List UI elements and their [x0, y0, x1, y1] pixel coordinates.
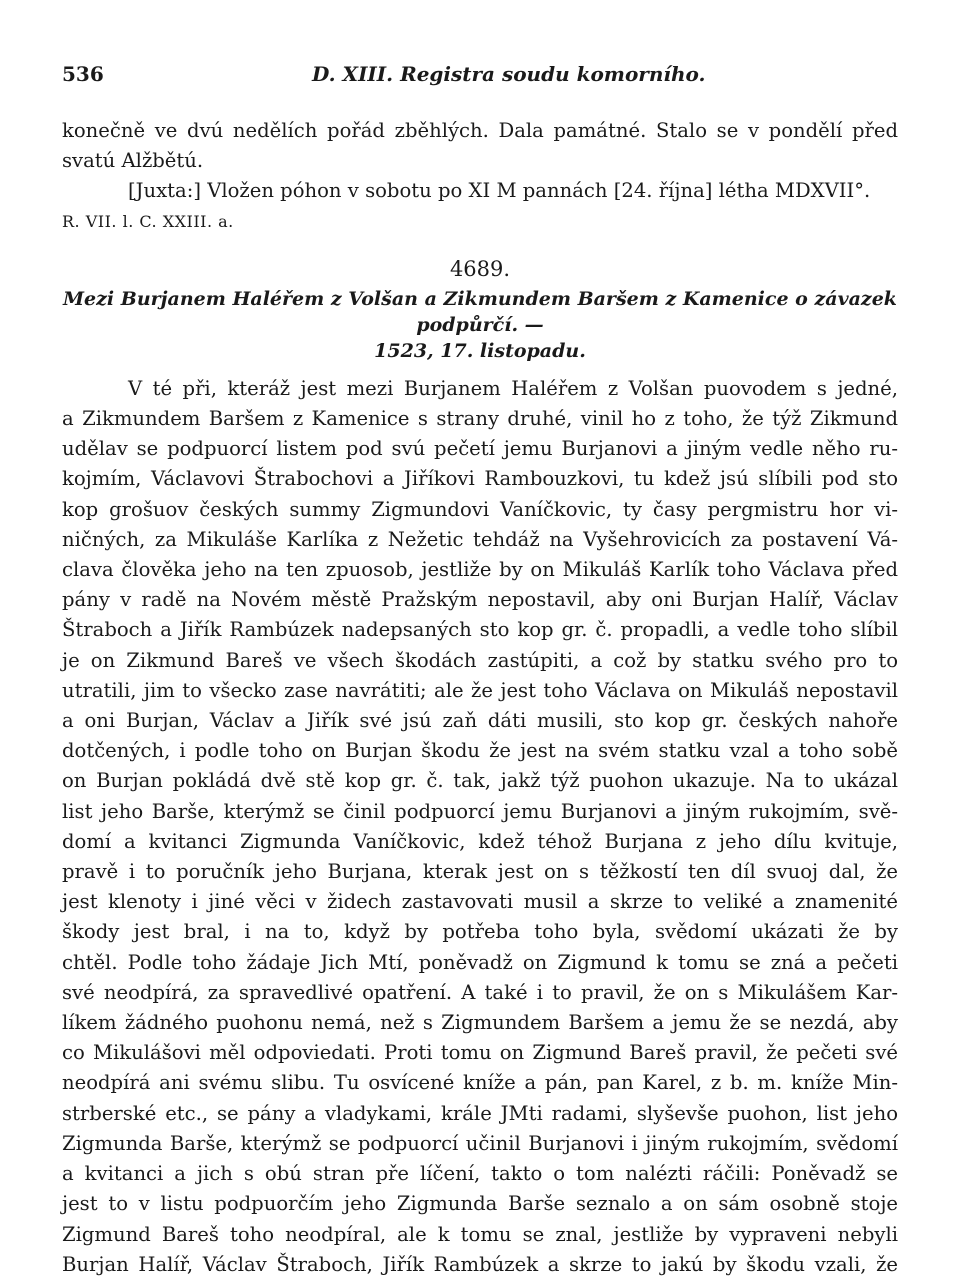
- prior-entry-note: [Juxta:] Vložen póhon v sobotu po XI M pannách [24. října] létha MDXVII°.: [128, 179, 871, 203]
- entry-body-line: Štraboch a Jiřík Rambúzek nadepsaných sto kop gr. č. propadli, a vedle toho slíbil: [62, 618, 898, 642]
- page-header: [62, 62, 898, 92]
- prior-entry-line: konečně ve dvú nedělích pořád zběhlých. Dala památné. Stalo se v pondělí před: [62, 119, 898, 142]
- entry-body-line: jest klenoty i jiné věci v židech zastavovati musil a skrze to veliké a znamenité: [62, 890, 898, 914]
- entry-body: [62, 374, 898, 1280]
- entry-body-line: chtěl. Podle toho žádaje Jich Mtí, poněvadž on Zigmund k tomu se zná a pečeti: [62, 950, 898, 974]
- entry-body-line: kojmím, Václavovi Štrabochovi a Jiříkovi Rambouzkovi, tu kdež jsú slíbili pod sto: [62, 467, 898, 491]
- body-text: [62, 116, 898, 1280]
- entry-body-line: je on Zikmund Bareš ve všech škodách zastúpiti, a což by statku svého pro to: [62, 648, 898, 672]
- entry-body-line: líkem žádného puohonu nemá, než s Zigmundem Baršem a jemu že se nezdá, aby: [62, 1011, 898, 1035]
- running-title: D. XIII. Registra soudu komorního.: [312, 62, 706, 86]
- entry-body-line: pány v radě na Novém městě Pražským nepostavil, aby oni Burjan Halíř, Václav: [62, 588, 898, 612]
- entry-body-line: a Zikmundem Baršem z Kamenice s strany druhé, vinil ho z toho, že týž Zikmund: [62, 407, 898, 431]
- entry-body-line: domí a kvitanci Zigmunda Vaníčkovic, kdež téhož Burjana z jeho dílu kvituje,: [62, 829, 898, 853]
- entry-number: 4689.: [449, 256, 511, 281]
- entry-body-line: list jeho Barše, kterýmž se činil podpuorcí jemu Burjanovi a jiným rukojmím, svě-: [62, 799, 898, 823]
- entry-body-line: ničných, za Mikuláše Karlíka z Nežetic tehdáž na Vyšehrovicích za postavení Vá-: [62, 527, 898, 551]
- entry-body-line: clava člověka jeho na ten zpuosob, jestliže by on Mikuláš Karlík toho Václava před: [62, 558, 898, 582]
- entry-body-line: a oni Burjan, Václav a Jiřík své jsú zaň dáti musili, sto kop gr. českých nahoře: [62, 709, 898, 733]
- entry-body-line: pravě i to poručník jeho Burjana, kterak jest on s těžkostí ten díl svuoj dal, že: [62, 860, 898, 884]
- prior-entry-line: svatú Alžbětú.: [62, 149, 204, 173]
- entry-heading-line: Mezi Burjanem Haléřem z Volšan a Zikmundem Baršem z Kamenice o závazek podpůrčí. —: [63, 287, 897, 336]
- entry-body-line: on Burjan pokládá dvě stě kop gr. č. tak, jakž týž puohon ukazuje. Na to ukázal: [62, 769, 898, 793]
- prior-entry: [62, 116, 898, 237]
- source-reference: R. VII. l. C. XXIII. a.: [62, 211, 234, 231]
- entry-body-line: kop grošuov českých summy Zigmundovi Vaníčkovic, ty časy pergmistru hor vi-: [62, 497, 898, 521]
- entry-body-line: strberské etc., se pány a vladykami, krále JMti radami, slyševše puohon, list jeho: [62, 1101, 898, 1125]
- entry-body-line: Zigmunda Barše, kterýmž se podpuorcí učinil Burjanovi i jiným rukojmím, svědomí: [62, 1131, 898, 1155]
- entry-heading-date: 1523, 17. listopadu.: [374, 339, 586, 362]
- entry-body-line: jest to v listu podpuorčím jeho Zigmunda Barše seznalo a on sám osobně stoje: [62, 1192, 898, 1216]
- entry-body-line: Zigmund Bareš toho neodpíral, ale k tomu se znal, jestliže by vypraveni nebyli: [62, 1222, 898, 1246]
- entry-body-line: škody jest bral, i na to, když by potřeba toho byla, svědomí ukázati že by: [62, 920, 898, 944]
- entry-body-line: neodpírá ani svému slibu. Tu osvícené kníže a pán, pan Karel, z b. m. kníže Min-: [62, 1071, 898, 1095]
- entry-body-line: udělav se podpuorcí listem pod svú pečetí jemu Burjanovi a jiným vedle něho ru-: [62, 437, 898, 461]
- entry-heading: [62, 286, 898, 364]
- entry-body-line: a kvitanci a jich s obú stran pře líčení, takto o tom nalézti ráčili: Poněvadž se: [62, 1162, 898, 1186]
- entry-body-line: utratili, jim to všecko zase navrátiti; ale že jest toho Václava on Mikuláš nepostavil: [62, 678, 898, 702]
- page-number: 536: [62, 62, 104, 86]
- entry-body-line: své neodpírá, za spravedlivé opatření. A také i to pravil, že on s Mikulášem Kar-: [62, 980, 898, 1004]
- entry-body-line: Burjan Halíř, Václav Štraboch, Jiřík Rambúzek a skrze to jakú by škodu vzali, že: [62, 1252, 898, 1276]
- entry-body-line: V té při, kteráž jest mezi Burjanem Haléřem z Volšan puovodem s jedné,: [128, 376, 898, 400]
- entry-body-line: co Mikulášovi měl odpoviedati. Proti tomu on Zigmund Bareš pravil, že pečeti své: [62, 1041, 898, 1065]
- entry-body-line: dotčených, i podle toho on Burjan škodu že jest na svém statku vzal a toho sobě: [62, 739, 898, 763]
